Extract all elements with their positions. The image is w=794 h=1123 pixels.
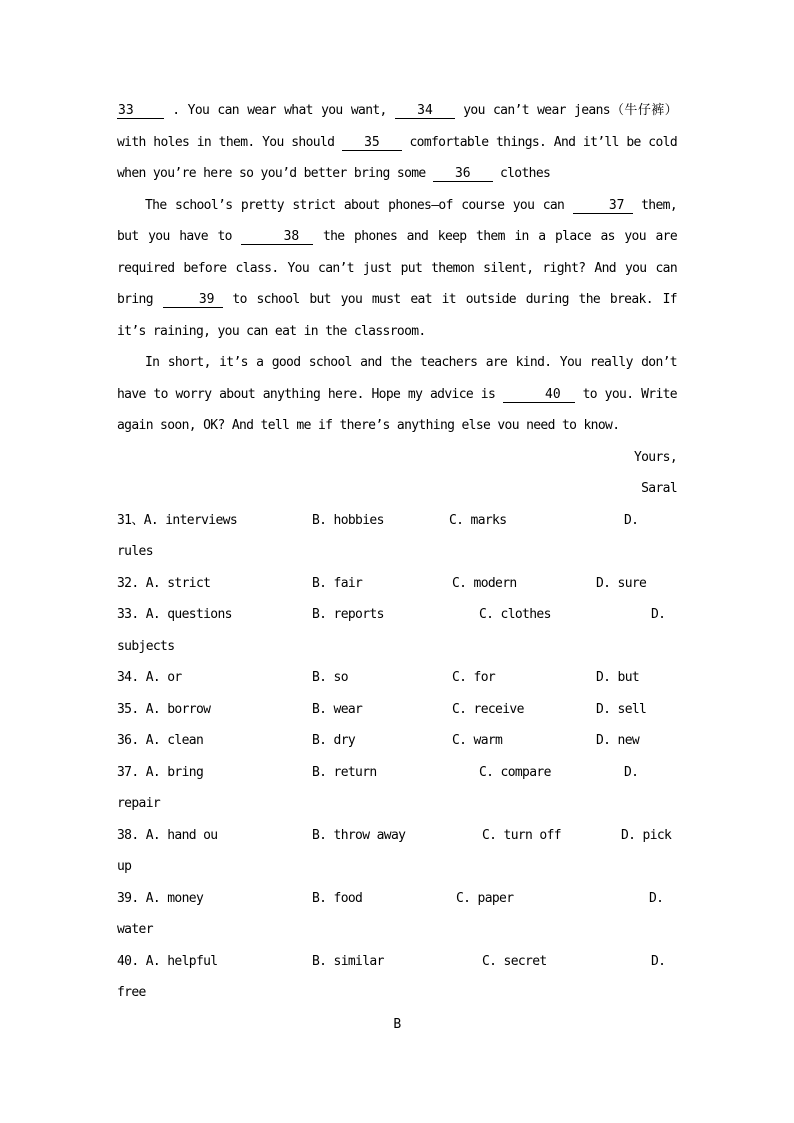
cloze-blank-35: 35: [342, 136, 402, 151]
letter-body: [117, 95, 677, 442]
option-d-wrap: subjects: [117, 638, 175, 654]
question-row-35: [117, 694, 677, 726]
option-b: B. return: [312, 764, 377, 780]
option-a: 37. A. bring: [117, 764, 204, 780]
letter-paragraph: 33 . You can wear what you want, 34 you can’t wear jeans（牛仔裤） with holes in them. You should 35 comfortable things. And it’ll be cold when you’re here so you’d better bring some 36 clothes: [117, 103, 678, 181]
cloze-blank-39: 39: [163, 293, 223, 308]
option-d: D.: [651, 953, 666, 969]
option-d-wrap: rules: [117, 544, 153, 559]
letter-signature: Saral: [641, 481, 677, 496]
cloze-blank-36: 36: [433, 167, 493, 182]
option-b: B. fair: [312, 575, 363, 591]
option-d: D.: [649, 890, 664, 906]
letter-paragraph: In short, it’s a good school and the teachers are kind. You really don’t have to worry about anything here. Hope my advice is 40 to you. Write again soon, OK? And tell me if there’s anything else vou need to know.: [117, 355, 677, 433]
question-row-39: [117, 883, 677, 915]
option-b: B. similar: [312, 953, 384, 969]
question-row-38: [117, 820, 677, 852]
option-b: B. food: [312, 890, 363, 906]
option-b: B. throw away: [312, 827, 406, 843]
option-d-wrap: water: [117, 922, 153, 937]
letter-closing: Yours,: [633, 449, 677, 465]
option-d: D. new: [596, 733, 640, 748]
option-d-wrap: up: [117, 859, 132, 874]
option-d: D.: [624, 512, 639, 528]
option-a: 33. A. questions: [117, 607, 232, 622]
option-b: B. hobbies: [312, 512, 384, 528]
cloze-blank-38: 38: [241, 230, 313, 245]
letter-paragraph: The school’s pretty strict about phones—of course you can 37 them, but you have to 38 the phones and keep them in a place as you are required before class. You can’t just put themon silent, right? And you can bring 39 to school but you must eat it outside during the break. If it’s raining, you can eat in the classroom.: [117, 197, 678, 339]
option-a: 35. A. borrow: [117, 701, 211, 717]
option-c: C. modern: [452, 575, 517, 591]
option-c: C. compare: [479, 764, 551, 780]
question-row-31: [117, 505, 677, 537]
option-b: B. dry: [312, 733, 356, 748]
option-d: D.: [624, 764, 639, 780]
option-d: D. sure: [596, 575, 647, 591]
option-c: C. marks: [449, 512, 507, 528]
option-c: C. turn off: [482, 827, 561, 843]
option-d: D.: [651, 607, 666, 622]
question-row-37: [117, 757, 677, 789]
section-label: B: [393, 1016, 401, 1032]
option-b: B. wear: [312, 701, 363, 717]
cloze-blank-34: 34: [395, 104, 455, 119]
question-row-36: [117, 725, 677, 757]
option-d-wrap: repair: [117, 796, 161, 811]
questions-list: [117, 505, 677, 1009]
question-row-40: [117, 946, 677, 978]
option-d: D. pick: [621, 827, 672, 843]
question-row-34: [117, 662, 677, 694]
option-c: C. receive: [452, 701, 524, 717]
option-a: 36. A. clean: [117, 733, 204, 748]
option-c: C. for: [452, 670, 496, 685]
option-a: 40. A. helpful: [117, 953, 218, 969]
option-a: 31、A. interviews: [117, 512, 238, 528]
option-b: B. reports: [312, 607, 384, 622]
option-a: 34. A. or: [117, 670, 182, 685]
option-c: C. secret: [482, 953, 547, 969]
option-a: 39. A. money: [117, 890, 204, 906]
option-c: C. warm: [452, 733, 503, 748]
option-d: D. sell: [596, 701, 647, 717]
cloze-blank-40: 40: [503, 388, 575, 403]
option-d-wrap: free: [117, 985, 146, 1000]
question-row-32: [117, 568, 677, 600]
option-b: B. so: [312, 670, 348, 685]
option-c: C. paper: [456, 890, 514, 906]
option-a: 38. A. hand ou: [117, 827, 218, 843]
cloze-blank-33: 33: [117, 104, 164, 119]
option-c: C. clothes: [479, 607, 551, 622]
option-d: D. but: [596, 670, 640, 685]
question-row-33: [117, 599, 677, 631]
cloze-blank-37: 37: [573, 199, 633, 214]
option-a: 32. A. strict: [117, 575, 211, 591]
